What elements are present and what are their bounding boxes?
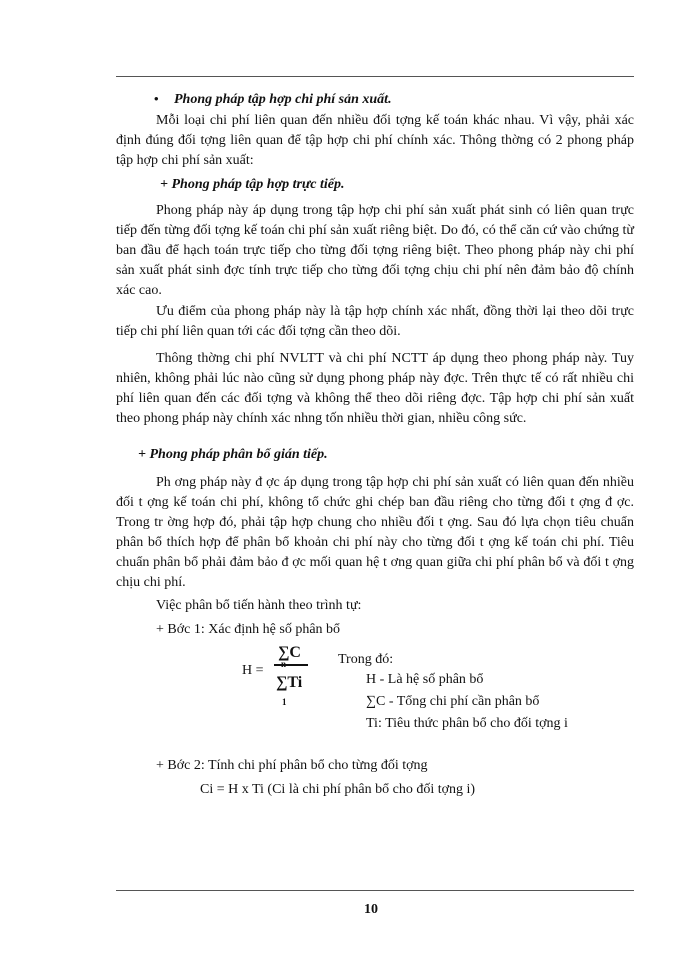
formula-denominator: ∑Ti xyxy=(276,674,303,691)
paragraph-3 xyxy=(116,302,634,342)
step-1: + Bớc 1: Xác định hệ số phân bổ xyxy=(156,622,341,637)
legend-c: ∑C - Tổng chi phí cần phân bổ xyxy=(366,694,540,709)
steps-intro: Việc phân bổ tiến hành theo trình tự: xyxy=(156,598,362,613)
step-2: + Bớc 2: Tính chi phí phân bổ cho từng đối tợng xyxy=(156,758,428,773)
paragraph-4 xyxy=(116,349,634,429)
paragraph-3-text: Ưu điểm của phong pháp này là tập hợp chính xác nhất, đồng thời lại theo dõi trực tiếp chi phí liên quan tới các đối tợng cần theo dõi. xyxy=(116,304,634,339)
step-2-formula: Ci = H x Ti (Ci là chi phí phân bổ cho đối tợng i) xyxy=(200,782,476,797)
formula-numerator: ∑C xyxy=(278,644,301,661)
bullet-icon: • xyxy=(154,91,159,106)
coefficient-formula xyxy=(234,641,324,707)
legend-h: H - Là hệ số phân bổ xyxy=(366,672,484,687)
paragraph-5 xyxy=(116,473,634,593)
paragraph-4-text: Thông thờng chi phí NVLTT và chi phí NCTT áp dụng theo phong pháp này. Tuy nhiên, không phải lúc nào cũng sử dụng phong pháp này đợc. Trên thực tế có rất nhiều chi phí liên quan đến các đối tợng và không thể theo dõi riêng đợc. Tập hợp chi phí sản xuất theo phong pháp này chính xác nhng tốn nhiều thời gian, nhiều công sức. xyxy=(116,351,634,426)
formula-lhs: H = xyxy=(242,663,264,678)
paragraph-2-text: Phong pháp này áp dụng trong tập hợp chi phí sản xuất phát sinh có liên quan trực tiếp đến từng đối tợng kế toán chi phí sản xuất riêng biệt. Do đó, có thể căn cứ vào chứng từ ban đầu để hạch toán trực tiếp cho từng đối tợng riêng biệt. Theo phong pháp này chi phí sản xuất phát sinh đợc tính trực tiếp cho từng đối tợng chịu chi phí nên đảm bảo độ chính xác cao. xyxy=(116,203,634,298)
formula-upper-limit: n xyxy=(281,659,287,669)
paragraph-1-text: Mỗi loại chi phí liên quan đến nhiều đối tợng kế toán khác nhau. Vì vậy, phải xác định đúng đối tợng liên quan để tập hợp chi phí chính xác. Thông thờng có 2 phong pháp tập hợp chi phí sản xuất: xyxy=(116,113,634,168)
page-number: 10 xyxy=(364,902,378,917)
formula-lower-limit: 1 xyxy=(282,697,287,707)
header-rule xyxy=(116,76,634,77)
paragraph-1 xyxy=(116,111,634,171)
subheading-indirect: + Phong pháp phân bổ gián tiếp. xyxy=(138,447,328,462)
paragraph-5-text: Ph ơng pháp này đ ợc áp dụng trong tập hợp chi phí sản xuất có liên quan đến nhiều đối t ợng kế toán chi phí, không tổ chức ghi chép ban đầu riêng cho từng đối t ợng đ ợc. Trong tr ờng hợp đó, phải tập hợp chung cho nhiều đối t ợng. Sau đó lựa chọn tiêu chuẩn phân bổ thích hợp để phân bổ khoản chi phí này cho từng đối t ợng kế toán chi phí. Tiêu chuẩn phân bổ phải đảm bảo đ ợc mối quan hệ t ơng quan giữa chi phí phân bổ và đối t ợng chịu chi phí. xyxy=(116,475,634,590)
section-heading xyxy=(154,91,392,108)
paragraph-2 xyxy=(116,201,634,301)
footer-rule xyxy=(116,890,634,891)
fraction-bar xyxy=(274,664,308,666)
section-title: Phong pháp tập hợp chi phí sản xuất. xyxy=(174,92,392,107)
subheading-direct: + Phong pháp tập hợp trực tiếp. xyxy=(160,177,345,192)
legend-ti: Ti: Tiêu thức phân bổ cho đối tợng i xyxy=(366,716,568,731)
legend-label: Trong đó: xyxy=(338,652,394,667)
